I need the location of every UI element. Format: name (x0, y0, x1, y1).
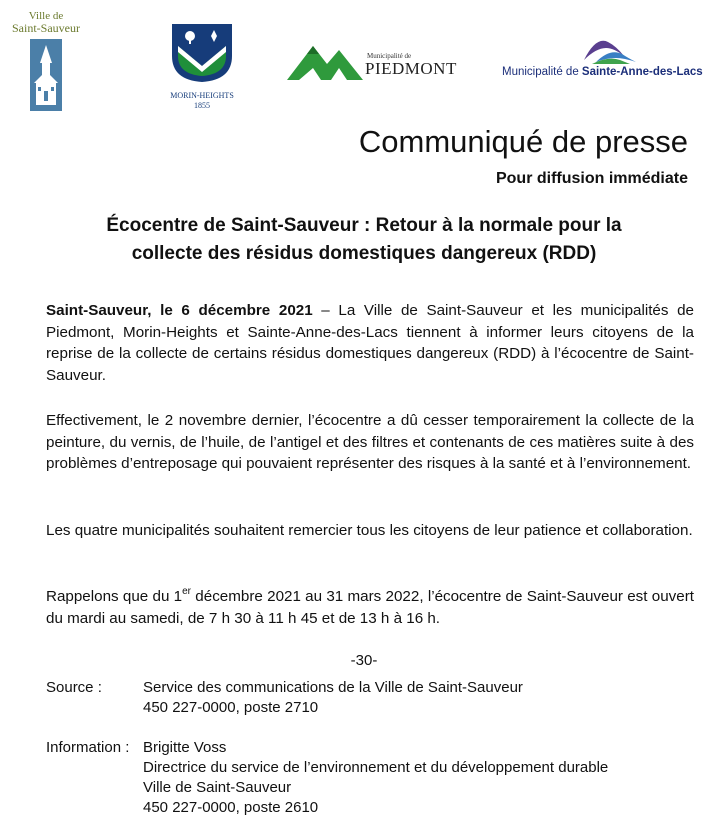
saint-sauveur-logo-line1: Ville de (28, 10, 64, 22)
paragraph-1 (46, 300, 694, 386)
information-label: Information : (46, 739, 130, 756)
church-icon (26, 39, 66, 111)
logo-bar (0, 0, 728, 120)
paragraph-1-text: – La Ville de Saint-Sauveur et les municipalités de Piedmont, Morin-Heights et Sainte-Anne-des-Lacs tiennent à informer leurs citoyens de la reprise de la collecte de certains résidus domestiques dangereux (RDD) à l’écocentre de Saint-Sauveur. (46, 302, 694, 384)
source-details (143, 678, 523, 718)
paragraph-3: Les quatre municipalités souhaitent remercier tous les citoyens de leur patience et collaboration. (46, 522, 693, 539)
sadl-prefix: Municipalité de (502, 66, 582, 78)
source-label: Source : (46, 679, 102, 696)
saint-sauveur-logo (0, 10, 92, 114)
piedmont-small-text: Municipalité de (367, 52, 412, 60)
superscript-er: er (182, 585, 192, 597)
piedmont-mountains-icon (287, 40, 367, 84)
paragraph-4-b: décembre 2021 au 31 mars 2022, l’écocentre de Saint-Sauveur est ouvert du mardi au samedi, de 7 h 30 à 11 h 45 et de 13 h à 16 h. (46, 588, 694, 627)
headline-line2: collecte des résidus domestiques dangereux (RDD) (131, 243, 597, 264)
release-subtitle: Pour diffusion immédiate (495, 170, 688, 187)
morin-heights-name: MORIN-HEIGHTS (170, 91, 234, 100)
piedmont-name: PIEDMONT (365, 59, 457, 78)
end-mark: -30- (350, 652, 378, 669)
sadl-name (502, 66, 703, 78)
piedmont-logo (287, 40, 457, 90)
headline (40, 212, 688, 268)
saint-sauveur-logo-line2: Saint-Sauveur (12, 21, 80, 35)
sadl-town: Sainte-Anne-des-Lacs (581, 66, 703, 78)
source-line2: 450 227-0000, poste 2710 (143, 699, 319, 716)
morin-heights-shield-icon (170, 22, 234, 84)
morin-heights-logo (162, 22, 242, 114)
sainte-anne-des-lacs-logo (500, 34, 720, 84)
contact-phone: 450 227-0000, poste 2610 (143, 799, 319, 816)
source-line1: Service des communications de la Ville de Saint-Sauveur (143, 679, 523, 696)
morin-heights-year: 1855 (194, 101, 210, 110)
paragraph-2: Effectivement, le 2 novembre dernier, l’écocentre a dû cesser temporairement la collecte de la peinture, du vernis, de l’huile, de l’antigel et des filtres et contenants de ces matières suite à des problèmes d’entreposage qui pouvaient représenter des risques à la santé et à l’environnement. (46, 412, 694, 472)
sadl-wave-icon (500, 34, 720, 66)
page-title: Communiqué de presse (358, 124, 688, 159)
paragraph-4-a: Rappelons que du 1 (46, 588, 183, 605)
contact-title: Directrice du service de l’environnement et du développement durable (143, 759, 609, 776)
dateline: Saint-Sauveur, le 6 décembre 2021 (46, 302, 313, 319)
headline-line1: Écocentre de Saint-Sauveur : Retour à la normale pour la (106, 215, 622, 236)
contact-name: Brigitte Voss (143, 739, 227, 756)
paragraph-4 (46, 586, 694, 629)
information-details (143, 738, 608, 818)
contact-org: Ville de Saint-Sauveur (143, 779, 292, 796)
